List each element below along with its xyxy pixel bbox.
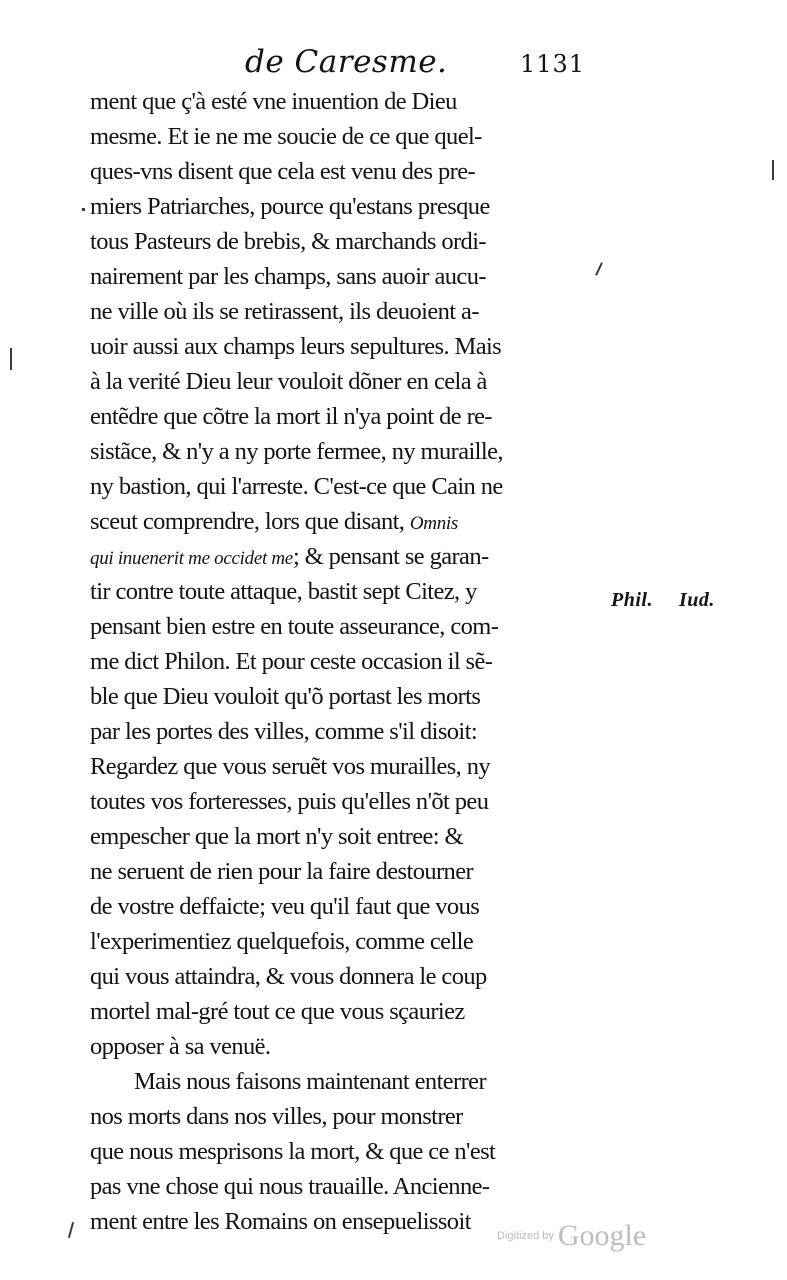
text-line [90,924,600,959]
line-text: ble que Dieu vouloit qu'õ portast les morts [90,683,481,710]
line-text: l'experimentiez quelquefois, comme celle [90,928,474,955]
text-line [90,364,600,399]
line-text: de vostre deffaicte; veu qu'il faut que vous [90,893,480,920]
text-line [90,959,600,994]
line-text: mortel mal-gré tout ce que vous sçauriez [90,998,465,1025]
line-text: que nous mesprisons la mort, & que ce n'est [90,1138,496,1165]
line-text: ques-vns disent que cela est venu des pre- [90,158,476,185]
line-text: me dict Philon. Et pour ceste occasion il sẽ- [90,648,493,675]
line-text: ny bastion, qui l'arreste. C'est-ce que Cain ne [90,473,503,500]
line-text: qui vous attaindra, & vous donnera le coup [90,963,487,990]
line-text: Mais nous faisons maintenant enterrer [134,1068,486,1095]
line-text: tous Pasteurs de brebis, & marchands ordi- [90,228,486,255]
text-line [90,329,600,364]
text-line [90,1064,600,1099]
text-line [90,469,600,504]
digitized-watermark [497,1219,646,1253]
text-line [90,749,600,784]
text-line [90,539,600,574]
text-line [90,1134,600,1169]
line-text: par les portes des villes, comme s'il disoit: [90,718,478,745]
text-line [90,609,600,644]
line-text: à la verité Dieu leur vouloit dõner en cela à [90,368,487,395]
margin-note [611,589,715,612]
text-line [90,154,600,189]
text-line [90,679,600,714]
line-text: nos morts dans nos villes, pour monstrer [90,1103,463,1130]
line-text: uoir aussi aux champs leurs sepultures. Mais [90,333,502,360]
line-text: ne ville où ils se retirassent, ils deuoient a- [90,298,479,325]
line-text: ; & pensant se garan- [292,543,489,570]
text-line [90,1029,600,1064]
body-text [90,84,600,1239]
text-line [90,854,600,889]
text-line [90,189,600,224]
line-text: ne seruent de rien pour la faire destourner [90,858,474,885]
text-line [90,714,600,749]
scan-speck [68,1222,74,1238]
running-head: de Caresme. [245,44,448,80]
margin-note-work: Iud. [678,589,715,611]
line-text: sceut comprendre, lors que disant, [90,508,410,535]
text-line [90,294,600,329]
line-text: ment que ç'à esté vne inuention de Dieu [90,88,457,115]
line-text: pas vne chose qui nous trauaille. Ancienne- [90,1173,490,1200]
line-text: opposer à sa venuë. [90,1033,271,1060]
line-text: sistãce, & n'y a ny porte fermee, ny muraille, [90,438,503,465]
text-line [90,574,600,609]
line-text: tir contre toute attaque, bastit sept Citez, y [90,578,477,605]
margin-note-author: Phil. [611,589,653,611]
text-line [90,889,600,924]
line-text: mesme. Et ie ne me soucie de ce que quel- [90,123,482,150]
text-line [90,119,600,154]
text-line [90,504,600,539]
text-line [90,84,600,119]
text-line [90,784,600,819]
page-number: 1131 [520,50,586,78]
text-line [90,434,600,469]
line-text: pensant bien estre en toute asseurance, com- [90,613,499,640]
line-text: ment entre les Romains on ensepuelissoit [90,1208,471,1235]
text-line [90,819,600,854]
text-line [90,259,600,294]
line-text: nairement par les champs, sans auoir aucu- [90,263,486,290]
scan-speck [10,348,12,370]
scan-speck [772,160,774,180]
text-line [90,644,600,679]
line-text: Regardez que vous seruẽt vos murailles, ny [90,753,491,780]
text-line [90,399,600,434]
scan-speck [82,208,85,211]
text-line [90,1099,600,1134]
text-line [90,224,600,259]
line-text: miers Patriarches, pource qu'estans presque [90,193,490,220]
text-line [90,1169,600,1204]
google-logo: Google [557,1219,647,1252]
line-text: entẽdre que cõtre la mort il n'ya point de re- [90,403,492,430]
line-text: toutes vos forteresses, puis qu'elles n'õt peu [90,788,489,815]
watermark-prefix: Digitized by [497,1230,554,1242]
line-text: empescher que la mort n'y soit entree: & [90,823,463,850]
text-line [90,994,600,1029]
latin-quote: Omnis [409,513,458,534]
latin-quote: qui inuenerit me occidet me [90,548,293,569]
